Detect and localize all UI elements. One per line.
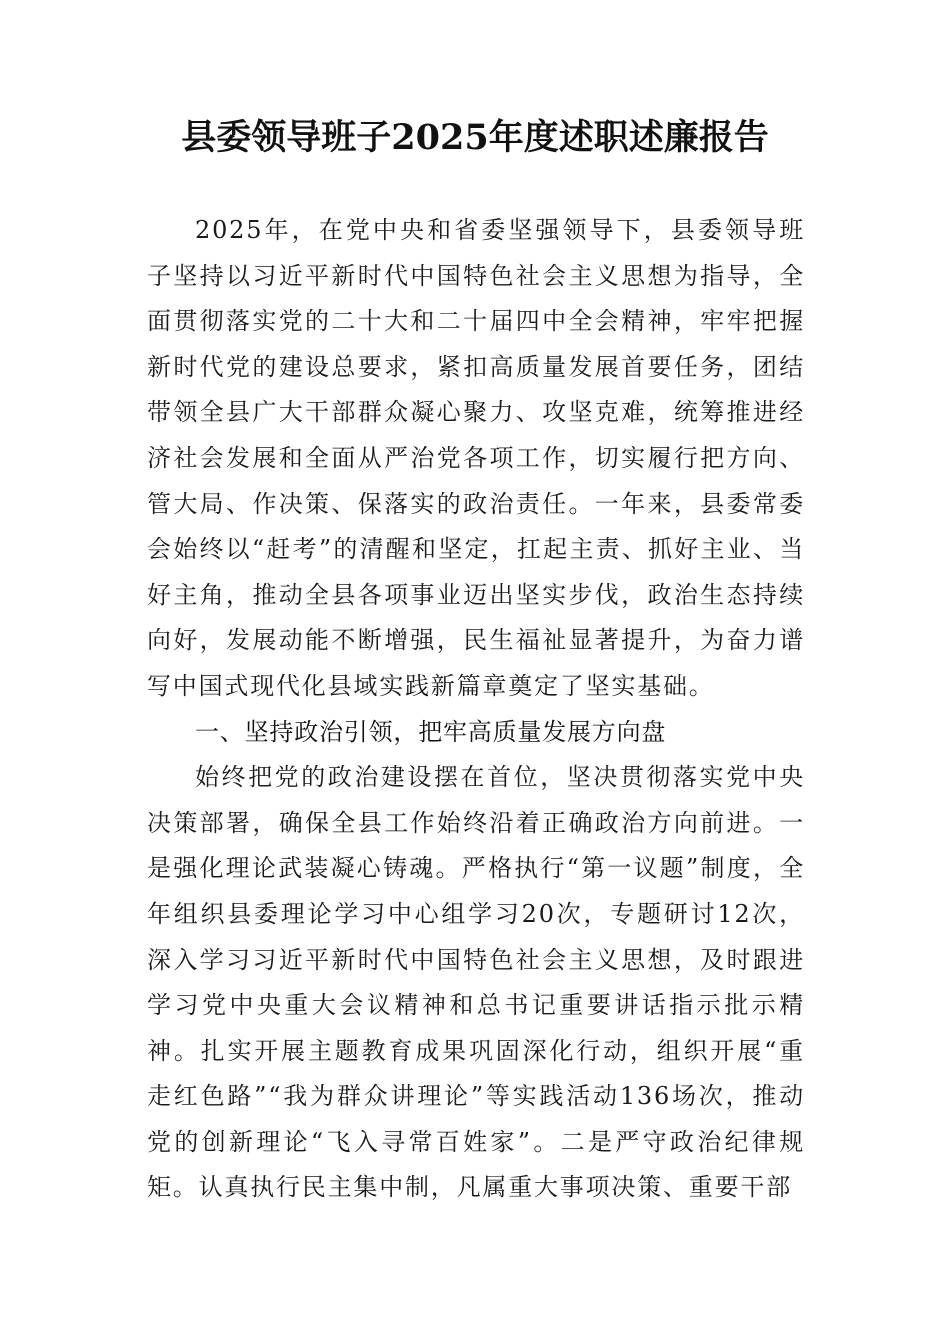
document-body bbox=[147, 208, 805, 1211]
section-1-heading: 一、坚持政治引领，把牢高质量发展方向盘 bbox=[195, 717, 667, 746]
section-1-paragraph: 始终把党的政治建设摆在首位，坚决贯彻落实党中央决策部署，确保全县工作始终沿着正确政治方向前进。一是强化理论武装凝心铸魂。严格执行“第一议题”制度，全年组织县委理论学习中心组学习20次，专题研讨12次，深入学习习近平新时代中国特色社会主义思想，及时跟进学习党中央重大会议精神和总书记重要讲话指示批示精神。扎实开展主题教育成果巩固深化行动，组织开展“重走红色路”“我为群众讲理论”等实践活动136场次，推动党的创新理论“飞入寻常百姓家”。二是严守政治纪律规矩。认真执行民主集中制，凡属重大事项决策、重要干部 bbox=[147, 763, 805, 1202]
intro-paragraph: 2025年，在党中央和省委坚强领导下，县委领导班子坚持以习近平新时代中国特色社会主义思想为指导，全面贯彻落实党的二十大和二十届四中全会精神，牢牢把握新时代党的建设总要求，紧扣高质量发展首要任务，团结带领全县广大干部群众凝心聚力、攻坚克难，统筹推进经济社会发展和全面从严治党各项工作，切实履行把方向、管大局、作决策、保落实的政治责任。一年来，县委常委会始终以“赶考”的清醒和坚定，扛起主责、抓好主业、当好主角，推动全县各项事业迈出坚实步伐，政治生态持续向好，发展动能不断增强，民生福祉显著提升，为奋力谱写中国式现代化县域实践新篇章奠定了坚实基础。 bbox=[147, 216, 805, 700]
document-title: 县委领导班子2025年度述职述廉报告 bbox=[181, 117, 769, 158]
